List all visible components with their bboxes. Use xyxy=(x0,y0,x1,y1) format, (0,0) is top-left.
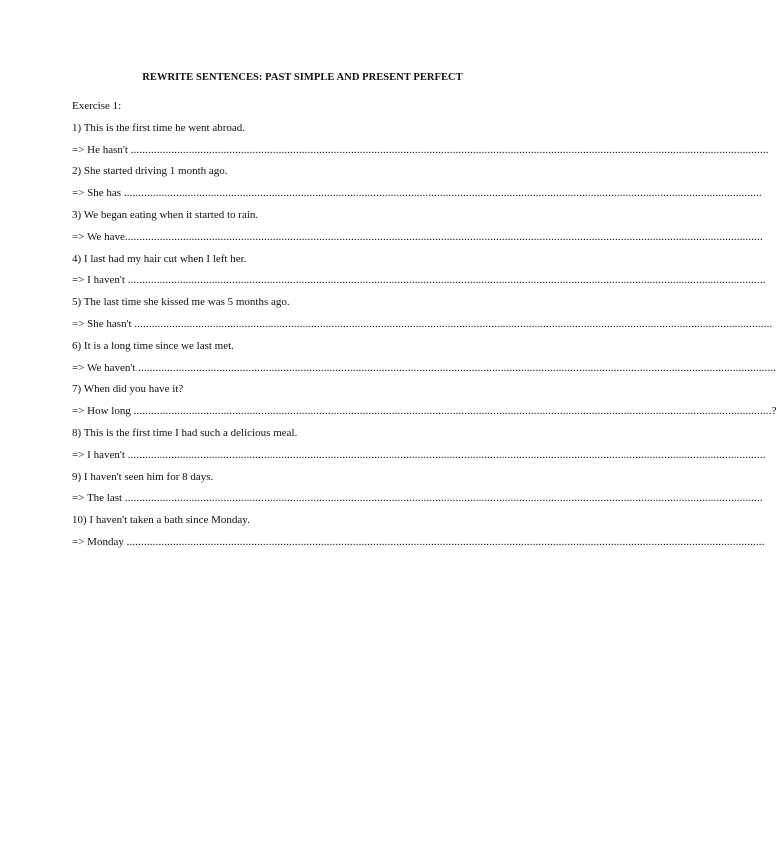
answer-prefix: => She hasn't xyxy=(72,317,135,330)
answer-suffix: ? xyxy=(771,405,777,418)
exercise-question: 8) This is the first time I had such a delicious meal. xyxy=(72,426,298,439)
answer-line[interactable] xyxy=(72,272,766,294)
answer-prefix: => We haven't xyxy=(72,361,139,374)
answer-line[interactable] xyxy=(72,490,763,512)
answer-line[interactable] xyxy=(72,229,763,251)
exercise-content xyxy=(72,98,777,556)
answer-prefix: => I haven't xyxy=(72,274,128,287)
answer-blank[interactable]: ............................................................................................................................................................................................................................ xyxy=(127,274,766,287)
answer-prefix: => The last xyxy=(72,492,125,505)
answer-line[interactable] xyxy=(72,447,766,469)
exercise-items xyxy=(72,120,777,556)
exercise-question: 6) It is a long time since we last met. xyxy=(72,339,234,352)
answer-line[interactable] xyxy=(72,534,765,556)
exercise-question: 5) The last time she kissed me was 5 months ago. xyxy=(72,296,290,309)
answer-line[interactable] xyxy=(72,360,777,382)
page-title: REWRITE SENTENCES: PAST SIMPLE AND PRESENT PERFECT xyxy=(142,72,463,83)
exercise-question: 7) When did you have it? xyxy=(72,383,184,396)
answer-prefix: => I haven't xyxy=(72,448,128,461)
answer-blank[interactable]: ............................................................................................................................................................................................................................ xyxy=(126,535,765,548)
answer-blank[interactable]: ............................................................................................................................................................................................................................ xyxy=(134,317,773,330)
answer-blank[interactable]: ............................................................................................................................................................................................................................ xyxy=(124,230,763,243)
exercise-question: 9) I haven't seen him for 8 days. xyxy=(72,470,214,483)
exercise-question: 2) She started driving 1 month ago. xyxy=(72,165,228,178)
answer-blank[interactable]: ............................................................................................................................................................................................................................ xyxy=(138,361,777,374)
exercise-label: Exercise 1: xyxy=(72,100,122,112)
exercise-question: 3) We began eating when it started to rain. xyxy=(72,208,259,221)
answer-line[interactable] xyxy=(72,403,777,425)
answer-blank[interactable]: ............................................................................................................................................................................................................................ xyxy=(127,448,766,461)
exercise-question: 4) I last had my hair cut when I left her. xyxy=(72,252,247,265)
answer-prefix: => We have xyxy=(72,230,125,243)
exercise-question: 10) I haven't taken a bath since Monday. xyxy=(72,514,250,527)
answer-blank[interactable]: ............................................................................................................................................................................................................................ xyxy=(130,143,769,156)
answer-line[interactable] xyxy=(72,142,769,164)
answer-line[interactable] xyxy=(72,316,773,338)
answer-prefix: => How long xyxy=(72,405,134,418)
answer-line[interactable] xyxy=(72,185,762,207)
answer-blank[interactable]: ............................................................................................................................................................................................................................ xyxy=(124,492,763,505)
exercise-question: 1) This is the first time he went abroad. xyxy=(72,121,246,134)
answer-blank[interactable]: ............................................................................................................................................................................................................................ xyxy=(133,405,772,418)
answer-prefix: => She has xyxy=(72,187,124,200)
answer-blank[interactable]: ............................................................................................................................................................................................................................ xyxy=(123,187,762,200)
answer-prefix: => Monday xyxy=(72,535,127,548)
answer-prefix: => He hasn't xyxy=(72,143,131,156)
